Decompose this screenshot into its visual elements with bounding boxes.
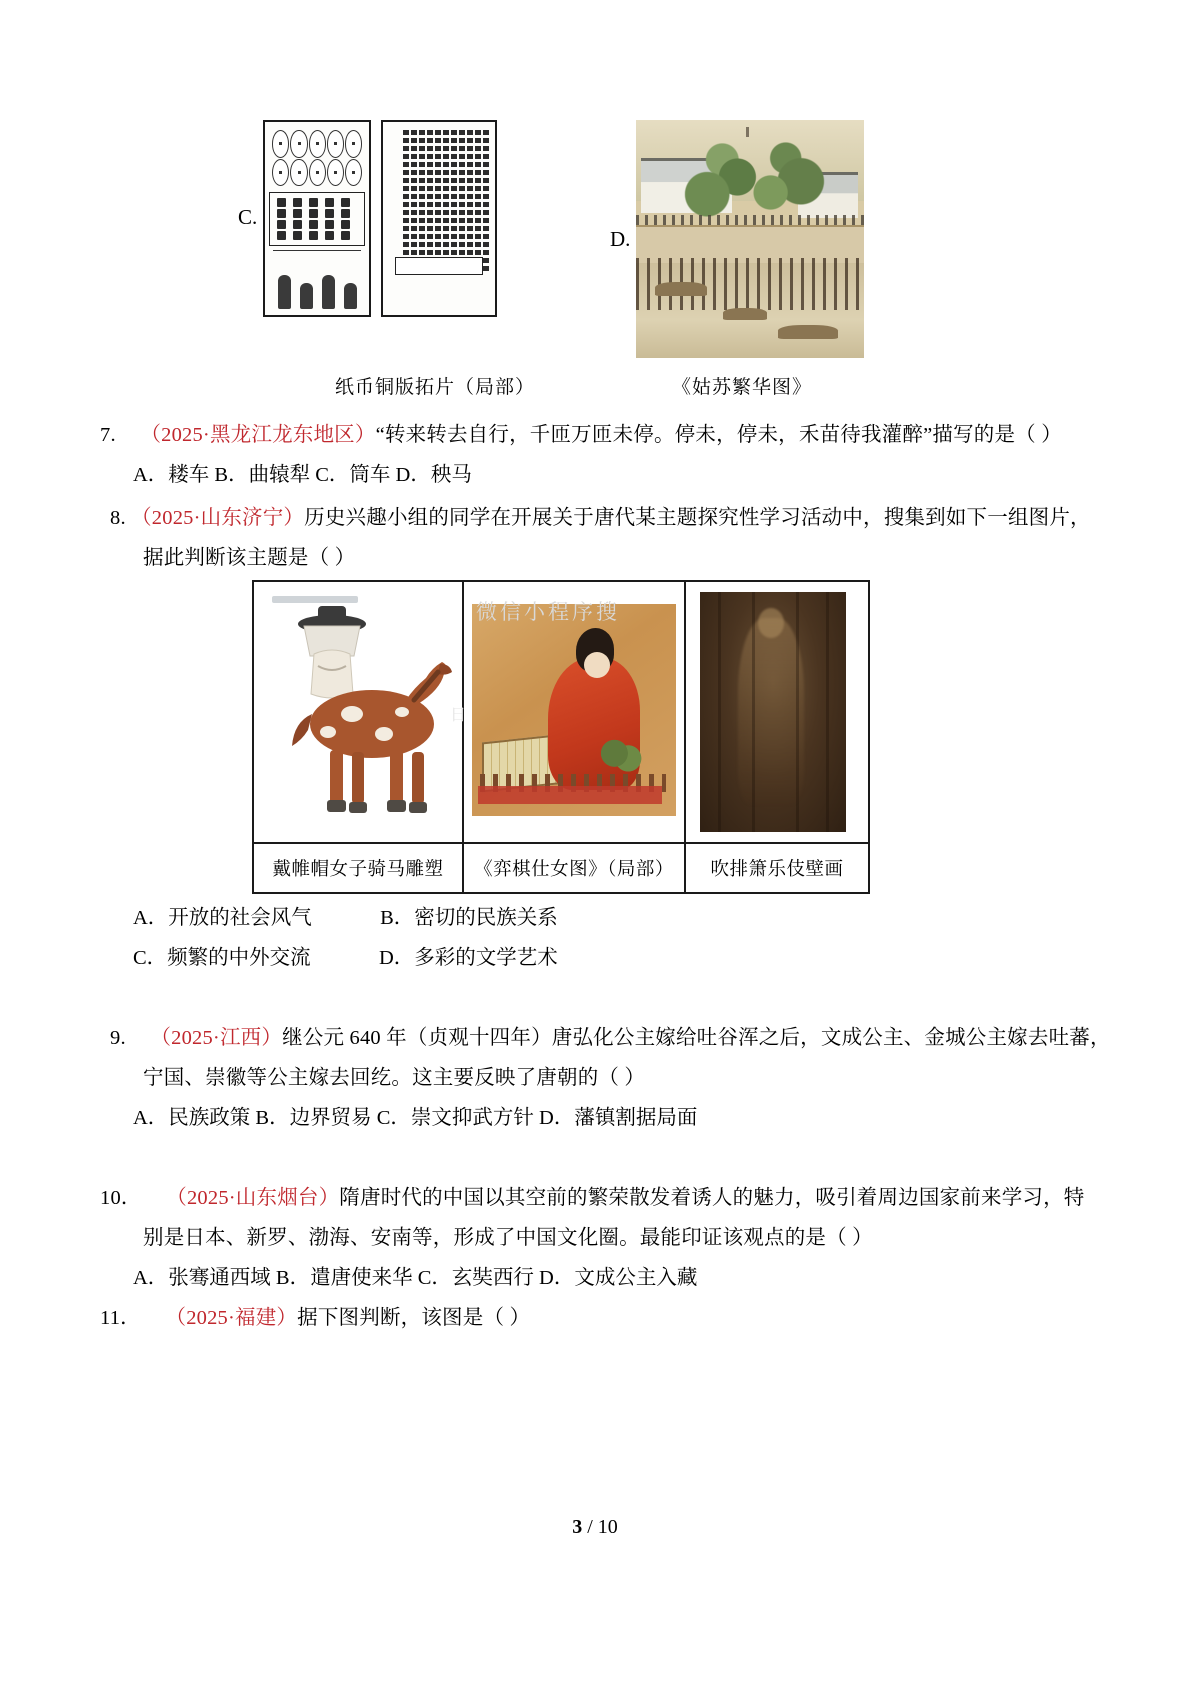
question-10-stem-line2: 别是日本、新罗、渤海、安南等，形成了中国文化圈。最能印证该观点的是（ ） [143,1227,873,1249]
question-7-stem: “转来转去自行，千匝万匝未停。停未，停未，禾苗待我灌醉”描写的是（ ） [375,424,1062,446]
table-cell-panpipe-mural [686,582,868,842]
question-9 [110,1018,1111,1058]
image-table [252,580,870,894]
question-7-number: 7. [100,424,116,446]
question-9-options: A．民族政策 B．边界贸易 C．崇文抑武方针 D．藩镇割据局面 [133,1107,698,1129]
suzhou-painting-image [636,120,864,358]
banknote-text-columns [389,130,489,273]
option-c-label: C. [238,205,258,229]
question-8 [110,498,1091,538]
option-d-label: D. [610,226,631,251]
question-8-option-c: C．频繁的中外交流 [133,947,311,969]
caption-horse-sculpture: 戴帷帽女子骑马雕塑 [254,844,464,892]
page-footer [0,1516,1190,1539]
question-8-options-row1 [133,898,558,938]
question-9-stem-line2: 宁国、崇徽等公主嫁去回纥。这主要反映了唐朝的（ ） [143,1067,646,1089]
question-8-options-row2 [133,938,558,978]
banknote-right-plate [381,120,497,317]
banknote-left-plate [263,120,371,317]
question-8-stem: 历史兴趣小组的同学在开展关于唐代某主题探究性学习活动中，搜集到如下一组图片， [304,507,1091,529]
top-figure-row [0,120,1190,410]
question-9-number: 9. [110,1027,126,1049]
question-10 [100,1178,1085,1218]
footer-separator: / [582,1516,598,1538]
question-11 [100,1298,530,1338]
watermark-text: 微信小程序搜 [476,600,620,624]
question-7 [100,415,1062,455]
question-8-option-a: A．开放的社会风气 [133,907,312,929]
question-8-option-d: D．多彩的文学艺术 [378,947,558,969]
question-10-number: 10． [100,1187,142,1209]
question-8-stem-line2: 据此判断该主题是（ ） [143,547,356,569]
question-10-stem: 隋唐时代的中国以其空前的繁荣散发着诱人的魅力，吸引着周边国家前来学习，特 [339,1187,1085,1209]
question-7-options: A．耧车 B．曲辕犁 C．筒车 D．秧马 [133,464,472,486]
question-7-source: （2025·黑龙江龙东地区） [140,424,376,446]
question-11-source: （2025·福建） [165,1307,298,1329]
banknote-rubbing-image [263,120,503,315]
figure-option-c [238,120,503,315]
veiled-woman-horse-figurine [254,582,462,842]
footer-current-page: 3 [572,1516,583,1538]
table-cell-horse-sculpture [254,582,464,842]
question-8-number: 8. [110,507,126,529]
question-11-stem: 据下图判断，该图是（ ） [297,1307,531,1329]
image-table-caption-row [254,842,868,892]
image-table-image-row [254,582,868,842]
question-10-options: A．张骞通西域 B．遣唐使来华 C．玄奘西行 D．文成公主入藏 [133,1267,698,1289]
watermark-small-text: 日 [450,707,469,724]
question-9-source: （2025·江西） [150,1027,283,1049]
question-8-source: （2025·山东济宁） [131,507,305,529]
banknote-seal [395,257,483,275]
question-11-number: 11． [100,1307,141,1329]
figure-option-d [610,120,864,358]
banknote-figures [273,250,361,309]
footer-total-pages: 10 [597,1516,618,1538]
caption-panpipe-mural: 吹排箫乐伎壁画 [710,860,844,880]
figure-caption-d: 《姑苏繁华图》 [672,377,813,398]
figure-caption-c: 纸币铜版拓片（局部） [335,377,536,398]
weiqi-ladies-silk-painting [472,604,676,816]
panpipe-musician-mural [700,592,846,832]
question-10-source: （2025·山东烟台） [166,1187,340,1209]
question-8-option-b: B．密切的民族关系 [380,907,558,929]
question-9-stem: 继公元 640 年（贞观十四年）唐弘化公主嫁给吐谷浑之后，文成公主、金城公主嫁去吐蕃， [282,1027,1111,1049]
table-cell-chess-ladies-painting [464,582,686,842]
coin-grid [272,130,362,186]
caption-chess-ladies-painting: 《弈棋仕女图》（局部） [464,844,686,892]
